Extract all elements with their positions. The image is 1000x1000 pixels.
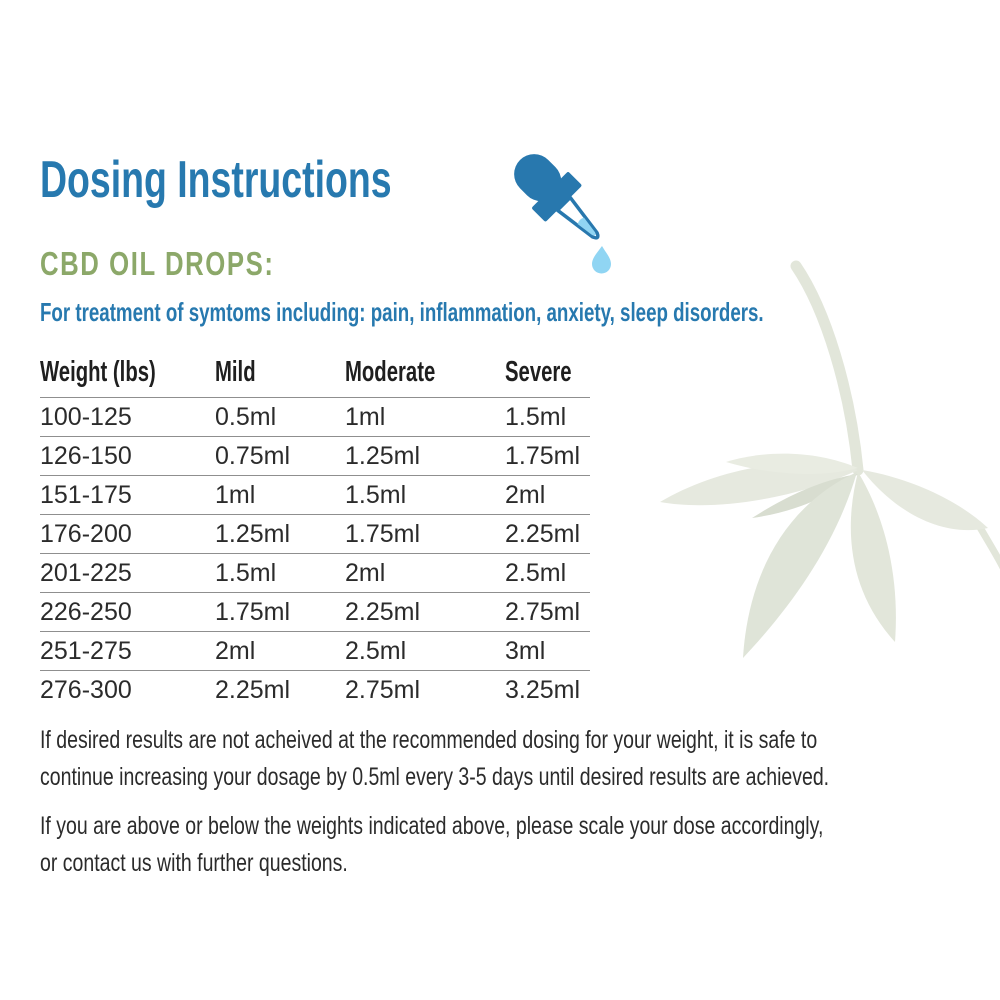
table-cell: 2.25ml	[215, 675, 291, 704]
table-cell: 176-200	[40, 519, 132, 548]
table-row	[40, 476, 590, 515]
table-cell: 0.5ml	[215, 402, 277, 431]
footer-line	[40, 845, 1000, 882]
table-cell: 1.75ml	[215, 597, 291, 626]
table-row	[40, 515, 590, 554]
table-cell: 226-250	[40, 597, 132, 626]
treatment-note-text: For treatment of symtoms including: pain, inflammation, anxiety, sleep disorders.	[40, 297, 764, 327]
column-header-text: Moderate	[345, 356, 436, 388]
table-cell: 1.75ml	[345, 519, 421, 548]
column-header-text: Weight (lbs)	[40, 356, 156, 388]
table-row	[40, 593, 590, 632]
table-cell: 2ml	[345, 558, 386, 587]
table-cell: 1.25ml	[345, 441, 421, 470]
column-header-text: Severe	[505, 356, 572, 388]
column-header	[345, 356, 505, 398]
column-header	[215, 356, 345, 398]
table-cell: 2ml	[505, 480, 546, 509]
table-cell: 1ml	[345, 402, 386, 431]
footer-text: or contact us with further questions.	[40, 849, 348, 877]
table-cell: 2.25ml	[345, 597, 421, 626]
footer-text: If desired results are not acheived at the recommended dosing for your weight, it is safe to	[40, 726, 818, 754]
table-row	[40, 632, 590, 671]
table-cell: 0.75ml	[215, 441, 291, 470]
column-header-text: Mild	[215, 356, 256, 388]
table-row	[40, 554, 590, 593]
column-header	[40, 356, 215, 398]
table-cell: 1.25ml	[215, 519, 291, 548]
product-label-text: CBD OIL DROPS:	[40, 245, 275, 282]
dosage-table-body	[40, 398, 590, 710]
footer-line	[40, 808, 1000, 845]
table-row	[40, 437, 590, 476]
table-cell: 2.75ml	[505, 597, 581, 626]
table-cell: 1.5ml	[345, 480, 407, 509]
product-label	[40, 246, 341, 282]
table-cell: 1.5ml	[215, 558, 277, 587]
table-cell: 2.75ml	[345, 675, 421, 704]
page-title-text: Dosing Instructions	[40, 151, 392, 209]
table-row	[40, 671, 590, 710]
eyedropper-icon	[498, 140, 628, 290]
table-cell: 100-125	[40, 402, 132, 431]
treatment-note	[40, 297, 1000, 327]
oil-drop-icon	[592, 246, 611, 274]
footer-paragraph-1	[40, 722, 1000, 796]
table-cell: 1.5ml	[505, 402, 567, 431]
table-cell: 276-300	[40, 675, 132, 704]
table-cell: 126-150	[40, 441, 132, 470]
page-title	[40, 151, 528, 209]
table-cell: 1ml	[215, 480, 256, 509]
table-cell: 2.5ml	[505, 558, 567, 587]
footer-line	[40, 759, 1000, 796]
table-cell: 3.25ml	[505, 675, 581, 704]
table-cell: 151-175	[40, 480, 132, 509]
table-cell: 2.5ml	[345, 636, 407, 665]
footer-line	[40, 722, 1000, 759]
footer-paragraph-2	[40, 808, 1000, 882]
table-cell: 201-225	[40, 558, 132, 587]
table-cell: 2.25ml	[505, 519, 581, 548]
dosage-table	[40, 356, 590, 709]
table-cell: 2ml	[215, 636, 256, 665]
column-header	[505, 356, 590, 398]
footer-text: If you are above or below the weights indicated above, please scale your dose accordingly,	[40, 812, 824, 840]
footer-text: continue increasing your dosage by 0.5ml every 3-5 days until desired results are achieved.	[40, 763, 830, 791]
table-header-row	[40, 356, 590, 398]
table-cell: 3ml	[505, 636, 546, 665]
table-cell: 1.75ml	[505, 441, 581, 470]
table-cell: 251-275	[40, 636, 132, 665]
table-row	[40, 398, 590, 437]
